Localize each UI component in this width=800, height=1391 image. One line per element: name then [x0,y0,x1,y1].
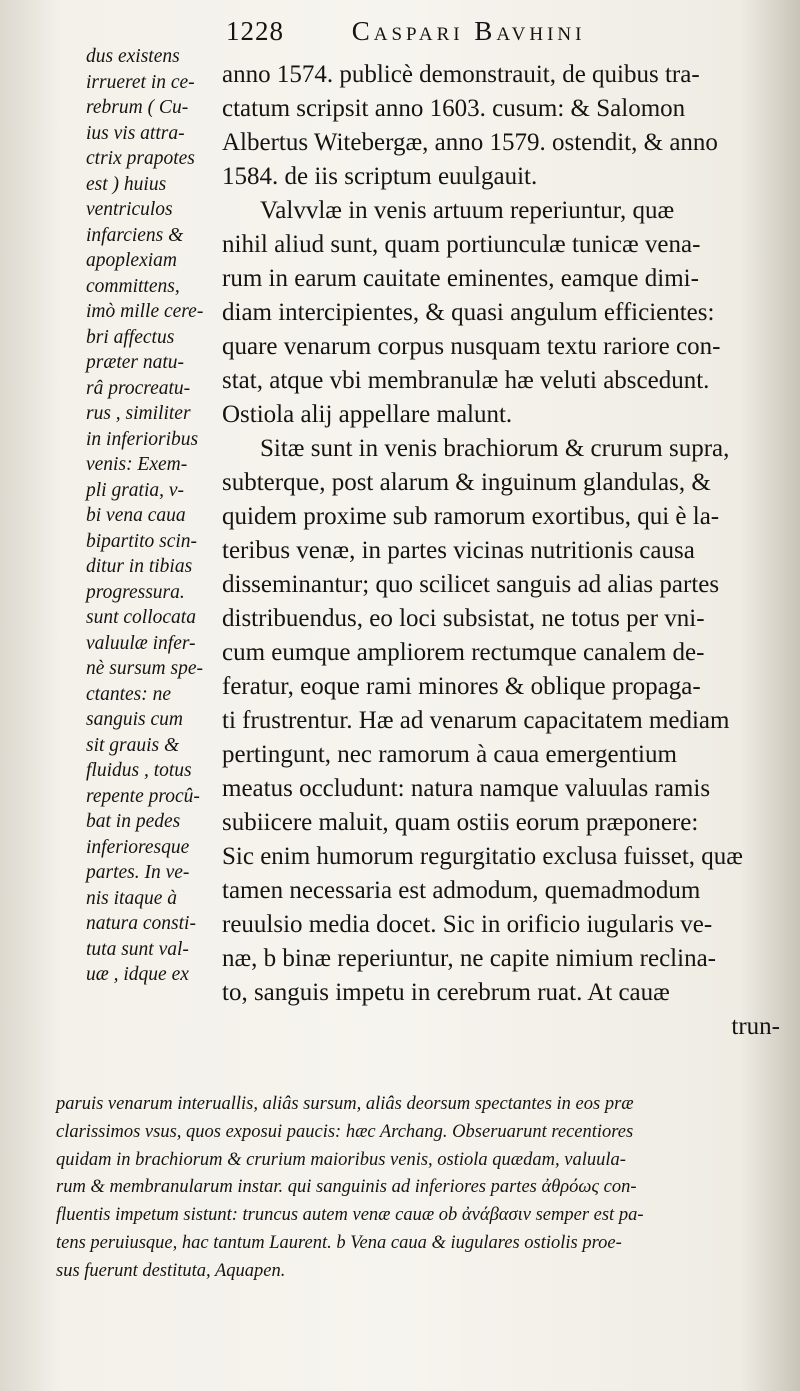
margin-line: partes. In ve- [86,862,190,883]
margin-line: rebrum ( Cu- [86,97,189,118]
margin-line: progressura. [86,581,185,603]
text-line: subterque, post alarum & inguinum glandulas, & [222,469,711,496]
margin-line: bat in pedes [86,811,181,832]
margin-line: nis itaque à [86,887,177,909]
margin-line: ctantes: ne [86,683,172,705]
text-line: Valvvlæ in venis artuum reperiuntur, quæ [260,197,675,224]
margin-line: pli gratia, v- [86,479,185,501]
footnote-line: sus fuerunt destituta, Aquapen. [56,1260,286,1281]
text-line: Sic enim humorum regurgitatio exclusa fuisset, quæ [222,843,743,870]
text-line: quare venarum corpus nusquam textu rariore con- [222,333,721,360]
text-line: anno 1574. publicè demonstrauit, de quibus tra- [222,61,700,88]
text-line: reuulsio media docet. Sic in orificio iugularis ve- [222,911,713,938]
footnotes [56,1091,786,1286]
page-header [226,16,585,47]
text-line: cum eumque ampliorem rectumque canalem de- [222,639,705,666]
margin-line: committens, [86,275,180,297]
margin-line: tuta sunt val- [86,938,189,960]
margin-line: dus existens [86,46,180,67]
margin-line: sanguis cum [86,709,183,730]
margin-line: bi vena caua [86,505,186,526]
text-line: Albertus Witebergæ, anno 1579. ostendit, & anno [222,129,718,156]
margin-line: ius vis attra- [86,122,185,144]
margin-line: râ procreatu- [86,377,191,399]
margin-line: nè sursum spe- [86,658,203,679]
margin-line: bipartito scin- [86,530,198,552]
text-line: 1584. de iis scriptum euulgauit. [222,163,538,190]
footnote-line: paruis venarum interuallis, aliâs sursum, aliâs deorsum spectantes in eos præ [56,1094,634,1114]
margin-line: valuulæ infer- [86,632,196,654]
text-line: disseminantur; quo scilicet sanguis ad alias partes [222,571,720,598]
text-line: teribus venæ, in partes vicinas nutritionis causa [222,537,695,564]
margin-line: ventriculos [86,199,173,220]
margin-line: infarciens & [86,224,184,246]
text-line: trun- [731,1013,780,1040]
text-line: diam intercipientes, & quasi angulum efficientes: [222,299,715,326]
text-line: tamen necessaria est admodum, quemadmodum [222,877,701,904]
text-line: feratur, eoque rami minores & oblique propaga- [222,673,701,700]
text-line: stat, atque vbi membranulæ hæ veluti abscedunt. [222,367,710,394]
footnote-line: fluentis impetum sistunt: truncus autem venæ cauæ ob ἀνάβασιν semper est pa- [56,1205,644,1226]
text-line: to, sanguis impetu in cerebrum ruat. At cauæ [222,979,670,1006]
footnote-line: tens peruiusque, hac tantum Laurent. b Vena caua & iugulares ostiolis proe- [56,1232,622,1253]
text-line: pertingunt, nec ramorum à caua emergentium [222,741,677,768]
main-text [222,58,790,1044]
text-line: distribuendus, eo loci subsistat, ne totus per vni- [222,605,705,632]
margin-line: bri affectus [86,326,175,348]
page-number: 1228 [226,16,284,46]
margin-line: natura consti- [86,913,196,934]
margin-line: sunt collocata [86,607,196,628]
text-line: rum in earum cauitate eminentes, eamque dimi- [222,265,699,292]
text-line: quidem proxime sub ramorum exortibus, qui è la- [222,503,720,530]
text-line: nihil aliud sunt, quam portiunculæ tunicæ vena- [222,231,701,258]
running-head: Caspari Bavhini [351,16,586,46]
margin-line: fluidus , totus [86,760,192,781]
text-line: ti frustrentur. Hæ ad venarum capacitatem mediam [222,707,730,734]
footnote-line: clarissimos vsus, quos exposui paucis: hæc Archang. Obseruarunt recentiores [56,1121,634,1142]
margin-line: in inferioribus [86,428,199,450]
margin-line: rus , similiter [86,403,191,424]
margin-line: ctrix prapotes [86,148,195,169]
margin-line: irrueret in ce- [86,71,195,93]
text-line: ctatum scripsit anno 1603. cusum: & Salomon [222,95,686,122]
text-line: Ostiola alij appellare malunt. [222,401,513,428]
margin-line: præter natu- [86,352,185,373]
margin-line: repente procû- [86,785,200,807]
margin-line: ditur in tibias [86,556,193,577]
margin-line: apoplexiam [86,250,177,271]
margin-line: venis: Exem- [86,454,188,475]
margin-line: uæ , idque ex [86,964,189,985]
footnote-line: quidam in brachiorum & crurium maioribus venis, ostiola quædam, valuula- [56,1149,626,1170]
text-line: meatus occludunt: natura namque valuulas ramis [222,775,711,802]
text-line: Sitæ sunt in venis brachiorum & crurum supra, [260,435,730,462]
margin-line: inferioresque [86,836,190,858]
text-line: næ, b binæ reperiuntur, ne capite nimium reclina- [222,945,716,972]
text-line: subiicere maluit, quam ostiis eorum præponere: [222,809,699,836]
margin-line: imò mille cere- [86,301,204,322]
margin-line: sit grauis & [86,734,180,756]
margin-annotation [86,44,218,988]
margin-line: est ) huius [86,173,167,195]
footnote-line: rum & membranularum instar. qui sanguinis ad inferiores partes ἀθρόως con- [56,1177,637,1198]
